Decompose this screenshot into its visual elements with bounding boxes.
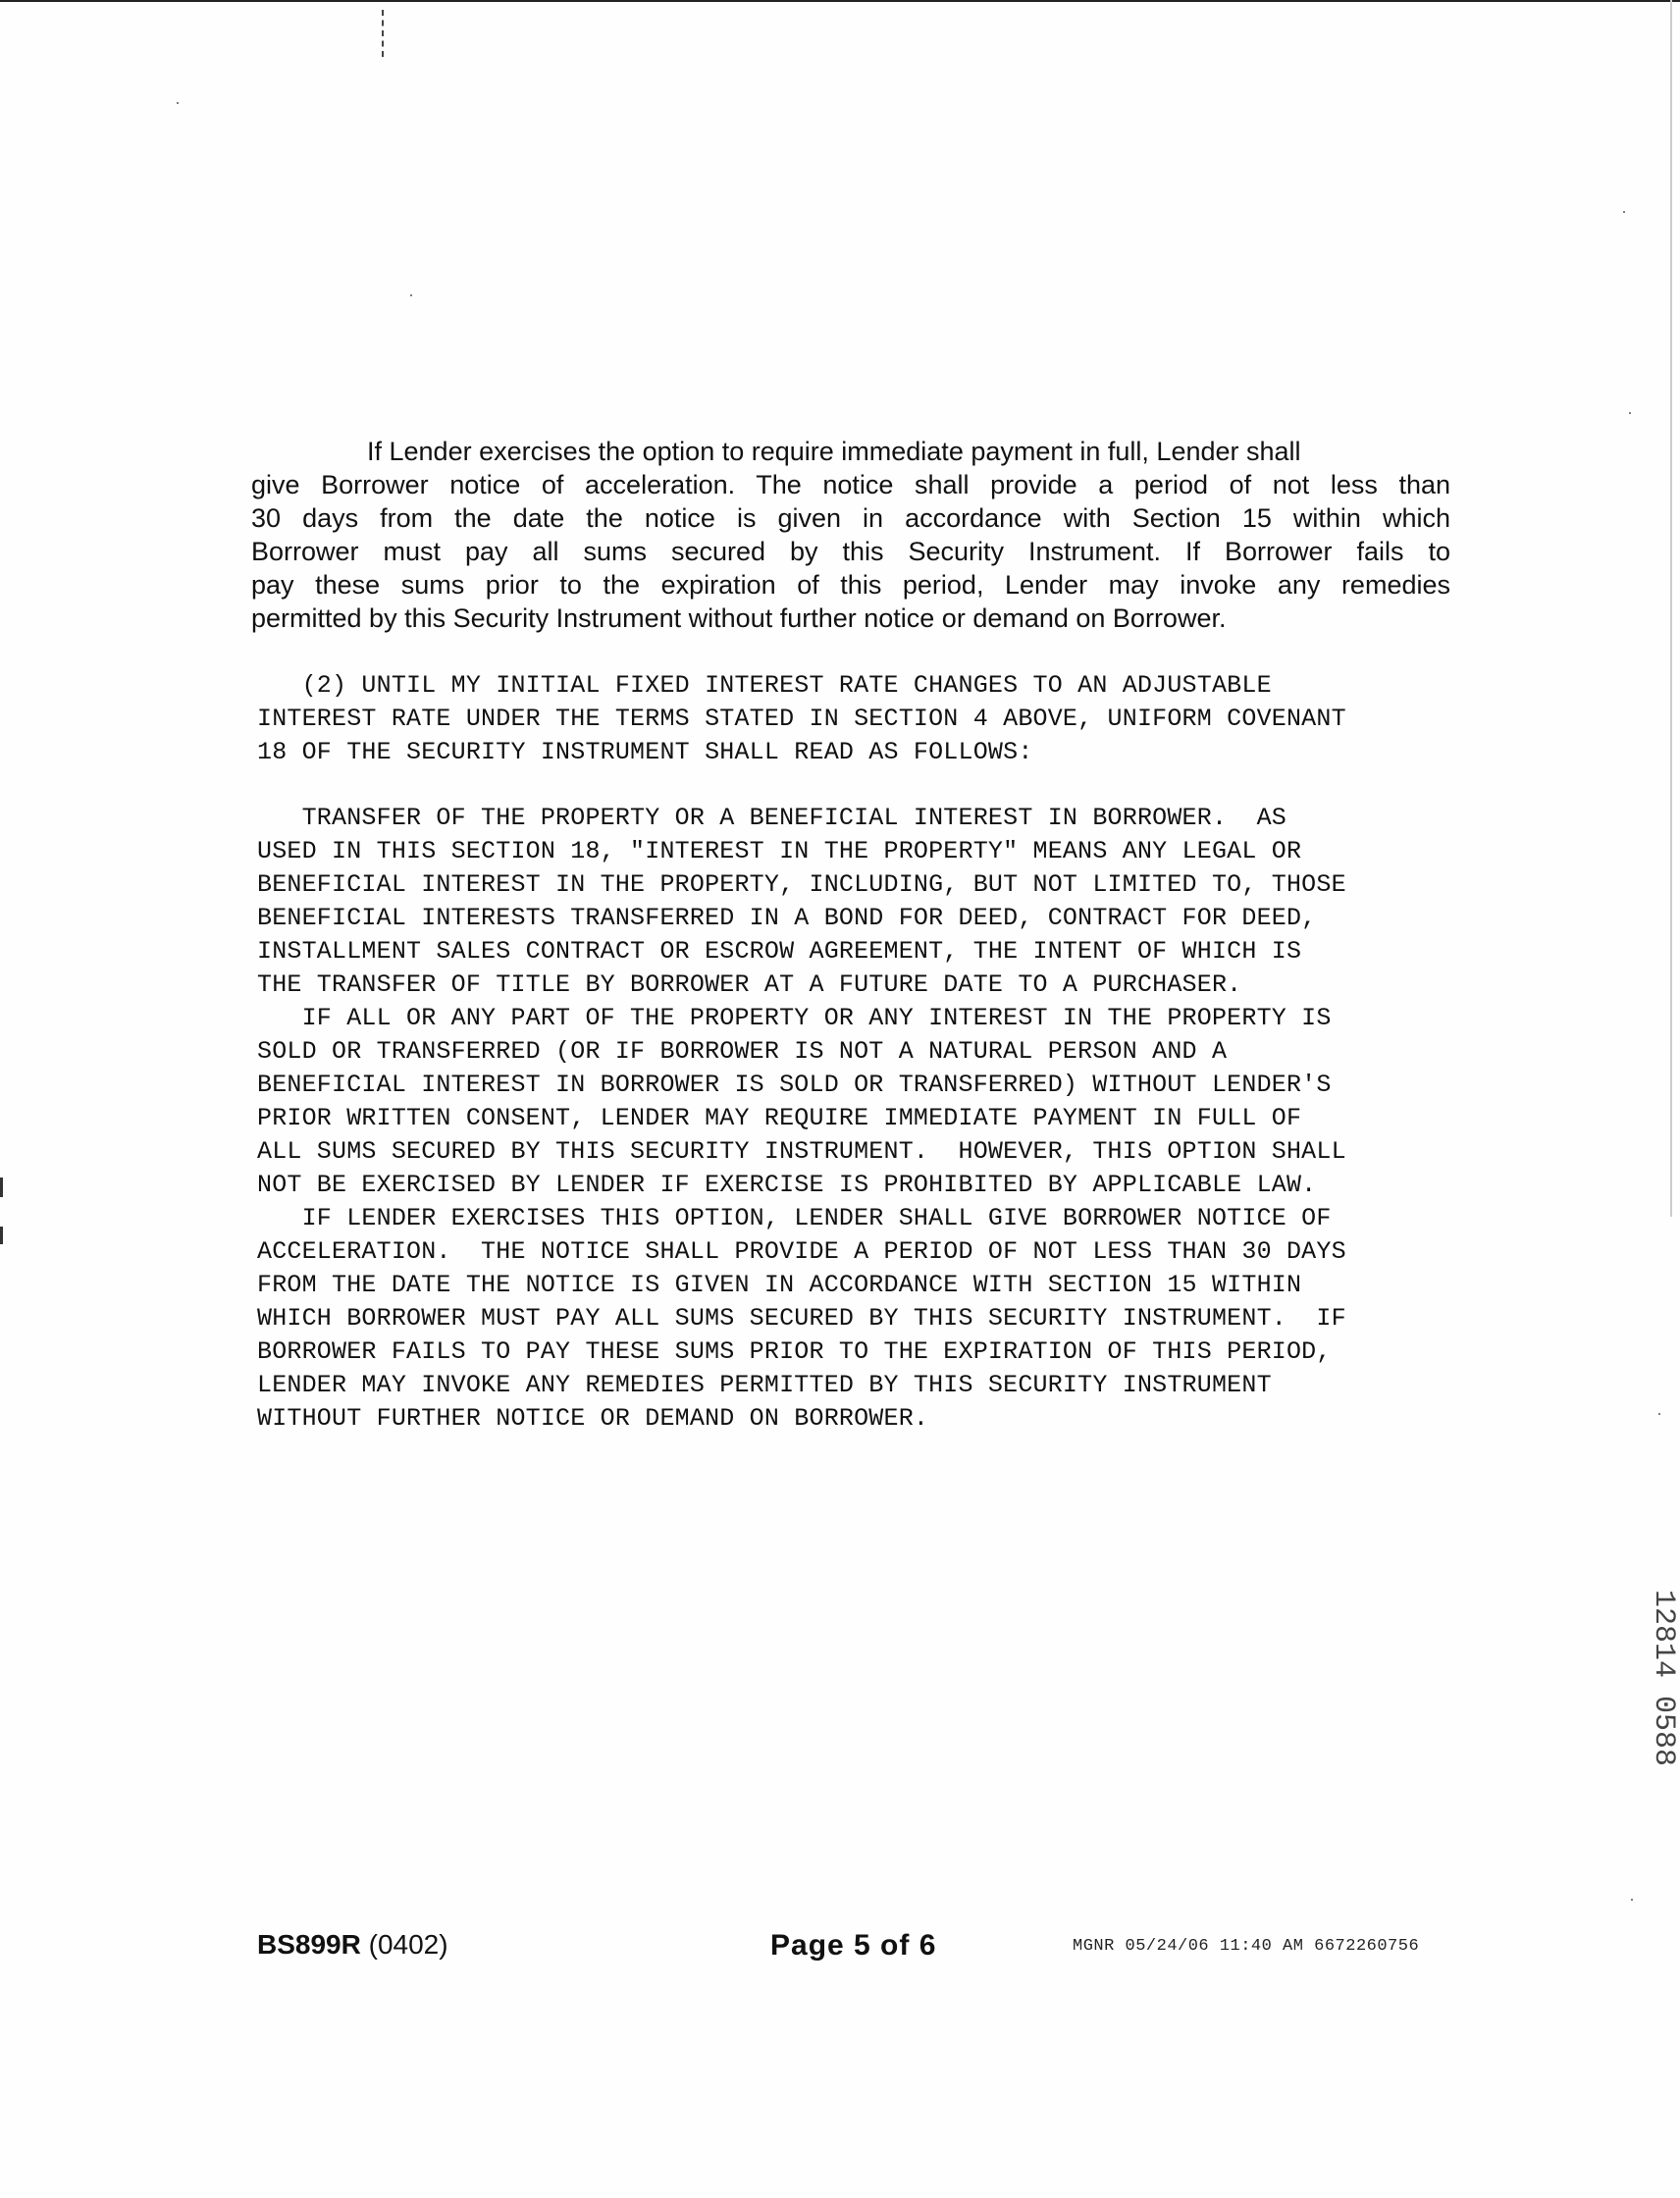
section-line: 18 OF THE SECURITY INSTRUMENT SHALL READ AS FOLLOWS: [257, 738, 1033, 766]
section-line: INTEREST RATE UNDER THE TERMS STATED IN SECTION 4 ABOVE, UNIFORM COVENANT [257, 705, 1346, 733]
paragraph-line: Borrower must pay all sums secured by this Security Instrument. If Borrower fails to [251, 537, 1450, 566]
covenant-line: SOLD OR TRANSFERRED (OR IF BORROWER IS NOT A NATURAL PERSON AND A [257, 1037, 1228, 1066]
covenant-line: INSTALLMENT SALES CONTRACT OR ESCROW AGREEMENT, THE INTENT OF WHICH IS [257, 937, 1302, 966]
scan-speck [1623, 211, 1625, 213]
covenant-line: FROM THE DATE THE NOTICE IS GIVEN IN ACCORDANCE WITH SECTION 15 WITHIN [257, 1271, 1302, 1299]
page-number: Page 5 of 6 [770, 1929, 937, 1962]
uniform-covenant-18 [257, 802, 1454, 1436]
covenant-line: ACCELERATION. THE NOTICE SHALL PROVIDE A PERIOD OF NOT LESS THAN 30 DAYS [257, 1237, 1346, 1266]
covenant-line: THE TRANSFER OF TITLE BY BORROWER AT A FUTURE DATE TO A PURCHASER. [257, 970, 1242, 999]
scan-speck [410, 294, 412, 296]
scan-speck [1658, 1413, 1660, 1415]
covenant-line: BORROWER FAILS TO PAY THESE SUMS PRIOR TO THE EXPIRATION OF THIS PERIOD, [257, 1337, 1332, 1366]
section-line: (2) UNTIL MY INITIAL FIXED INTEREST RATE CHANGES TO AN ADJUSTABLE [257, 671, 1272, 700]
scan-speck [1629, 412, 1631, 414]
fax-header: MGNR 05/24/06 11:40 AM 6672260756 [1073, 1937, 1420, 1956]
covenant-line: BENEFICIAL INTEREST IN THE PROPERTY, INCLUDING, BUT NOT LIMITED TO, THOSE [257, 870, 1346, 899]
covenant-line: IF ALL OR ANY PART OF THE PROPERTY OR ANY INTEREST IN THE PROPERTY IS [257, 1004, 1332, 1032]
covenant-line: USED IN THIS SECTION 18, "INTEREST IN THE PROPERTY" MEANS ANY LEGAL OR [257, 837, 1302, 865]
page-footer [0, 1929, 1680, 1968]
covenant-line: BENEFICIAL INTEREST IN BORROWER IS SOLD OR TRANSFERRED) WITHOUT LENDER'S [257, 1071, 1332, 1099]
paragraph-line: give Borrower notice of acceleration. The notice shall provide a period of not less than [251, 470, 1450, 499]
covenant-line: WHICH BORROWER MUST PAY ALL SUMS SECURED BY THIS SECURITY INSTRUMENT. IF [257, 1304, 1346, 1333]
paragraph-line: permitted by this Security Instrument without further notice or demand on Borrower. [251, 603, 1227, 633]
covenant-line: LENDER MAY INVOKE ANY REMEDIES PERMITTED BY THIS SECURITY INSTRUMENT [257, 1371, 1272, 1399]
covenant-line: TRANSFER OF THE PROPERTY OR A BENEFICIAL INTEREST IN BORROWER. AS [257, 804, 1286, 832]
covenant-line: PRIOR WRITTEN CONSENT, LENDER MAY REQUIRE IMMEDIATE PAYMENT IN FULL OF [257, 1104, 1302, 1132]
scan-top-edge [0, 0, 1680, 2]
covenant-line: IF LENDER EXERCISES THIS OPTION, LENDER SHALL GIVE BORROWER NOTICE OF [257, 1204, 1332, 1232]
paragraph-line: 30 days from the date the notice is given in accordance with Section 15 within which [251, 503, 1450, 533]
recording-stamp: 12814 0588 [1647, 1590, 1680, 1767]
acceleration-paragraph [251, 435, 1450, 635]
section-2-heading [257, 669, 1454, 769]
scan-left-mark [0, 1178, 3, 1197]
scan-artifact-mark [382, 10, 384, 57]
covenant-line: ALL SUMS SECURED BY THIS SECURITY INSTRUMENT. HOWEVER, THIS OPTION SHALL [257, 1137, 1346, 1166]
paragraph-line: pay these sums prior to the expiration of this period, Lender may invoke any remedies [251, 570, 1450, 600]
scan-right-edge [1670, 0, 1672, 1217]
covenant-line: NOT BE EXERCISED BY LENDER IF EXERCISE IS PROHIBITED BY APPLICABLE LAW. [257, 1171, 1317, 1199]
form-code: BS899R [257, 1929, 361, 1960]
form-version: (0402) [368, 1929, 448, 1960]
covenant-line: BENEFICIAL INTERESTS TRANSFERRED IN A BOND FOR DEED, CONTRACT FOR DEED, [257, 904, 1317, 932]
covenant-line: WITHOUT FURTHER NOTICE OR DEMAND ON BORROWER. [257, 1404, 929, 1433]
form-identifier [257, 1929, 448, 1961]
scan-speck [177, 102, 179, 104]
scan-speck [1631, 1899, 1633, 1901]
scan-left-mark [0, 1227, 3, 1244]
paragraph-line: If Lender exercises the option to require immediate payment in full, Lender shall [367, 437, 1301, 466]
